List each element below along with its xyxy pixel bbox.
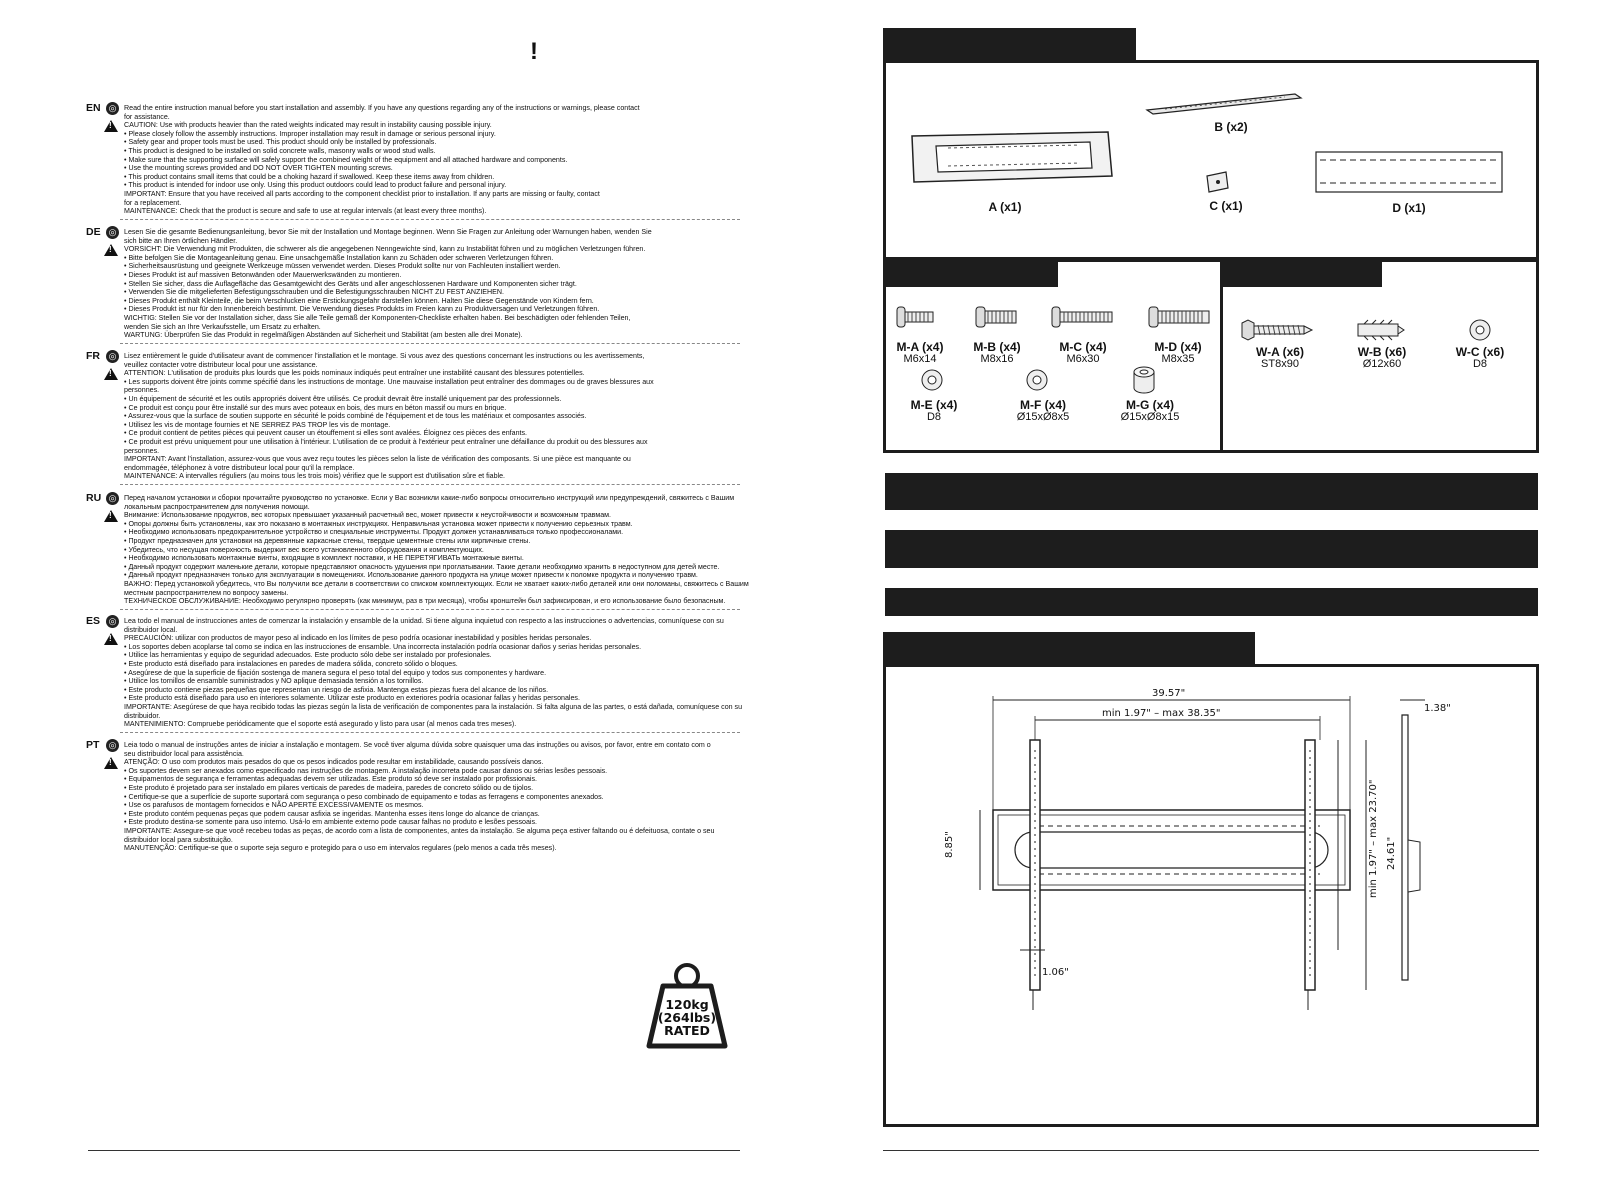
right-bottom-rule <box>883 1150 1539 1151</box>
instruction-line: • Este producto contiene piezas pequeñas que representan un riesgo de asfixia. Mantenga estas piezas fuera del alcance de los niños. <box>124 685 549 694</box>
arm-illustration <box>1145 90 1305 116</box>
instruction-line: локальным распространителем для получения помощи. <box>124 502 310 511</box>
instruction-line: IMPORTANT: Ensure that you have received all parts according to the component checklist prior to installation. If any parts are missing or faulty, contact <box>124 189 600 198</box>
m-d-size: M8x35 <box>1161 353 1195 365</box>
left-bottom-rule <box>88 1150 740 1151</box>
lang-code: EN <box>86 102 101 114</box>
w-a-label: W-A (x6) <box>1256 345 1304 359</box>
warning-triangle-icon <box>104 510 118 522</box>
instruction-line: Read the entire instruction manual before you start installation and assembly. If you have any questions regarding any of the instructions or warnings, please contact <box>124 104 640 112</box>
instruction-line: • Убедитесь, что несущая поверхность выдержит вес всего установленного оборудования и комплектующих. <box>124 545 484 554</box>
instruction-line: • Utilice los tornillos de ensamble suministrados y NO aplique demasiada tensión a los tornillos. <box>124 677 424 686</box>
part-c-label: C (x1) <box>1209 199 1243 213</box>
dim-arm-height: 24.61" <box>1386 836 1397 870</box>
instruction-line: • Use os parafusos de montagem fornecidos e NÃO APERTE EXCESSIVAMENTE os mesmos. <box>124 801 424 810</box>
anchor-w-b-icon <box>1356 318 1406 342</box>
warning-triangle-icon <box>104 244 118 256</box>
section-separator <box>120 732 740 733</box>
instruction-line: ATTENTION: L'utilisation de produits plus lourds que les poids nominaux indiqués peut entraîner une instabilité causant des blessures potentielles. <box>124 369 585 378</box>
globe-icon: ◎ <box>106 102 119 115</box>
part-a-label: A (x1) <box>988 200 1022 214</box>
instruction-line: • Bitte befolgen Sie die Montageanleitung genau. Eine unsachgemäße Installation kann zu Schäden oder schweren Verletzungen führen. <box>124 253 554 262</box>
m-b-label: M-B (x4) <box>973 340 1021 354</box>
instruction-line: • This product is intended for indoor use only. Using this product outdoors could lead to product failure and personal injury. <box>124 181 507 190</box>
globe-icon: ◎ <box>106 350 119 363</box>
instruction-line: sich bitte an Ihren örtlichen Händler. <box>124 236 238 245</box>
instruction-line: • Assurez-vous que la surface de soutien supporte en sécurité le poids combiné de l'équipement et de tous les matériaux et composantes associés. <box>124 412 587 421</box>
globe-icon: ◎ <box>106 226 119 239</box>
instruction-line: WICHTIG: Stellen Sie vor der Installation sicher, dass Sie alle Teile gemäß der Komponenten-Checkliste erhalten haben. Bei beschädigten oder fehlenden Teilen, <box>124 313 631 322</box>
instruction-line: • Asegúrese de que la superficie de fijación sostenga de manera segura el peso total del equipo y todos sus componentes y hardware. <box>124 668 547 677</box>
instruction-text <box>124 352 824 481</box>
instruction-line: MANTENIMIENTO: Compruebe periódicamente que el soporte está asegurado y listo para usar (al menos cada tres meses). <box>124 720 517 729</box>
instruction-line: • Les supports doivent être joints comme spécifié dans les instructions de montage. Une mauvaise installation peut entraîner des dommages ou de graves blessures aux <box>124 377 654 386</box>
instruction-line: ATENÇÃO: O uso com produtos mais pesados do que os pesos indicados pode resultar em instabilidade, causando possíveis danos. <box>124 758 544 767</box>
black-banner-1 <box>885 473 1538 510</box>
badge-lbs: (264lbs) <box>657 1010 717 1025</box>
instruction-line: • Utilice las herramientas y equipo de seguridad adecuados. Este producto sólo debe ser instalado por profesionales. <box>124 651 492 660</box>
instruction-line: • Ce produit est prévu uniquement pour une utilisation à l'intérieur. L'utilisation de ce produit à l'extérieur peut entraîner une défaillance du produit ou des blessures aux <box>124 437 648 446</box>
instruction-line: • Os suportes devem ser anexados como especificado nas instruções de montagem. A instalação incorreta pode causar danos ou sérias lesões pessoais. <box>124 766 608 775</box>
m-d-label: M-D (x4) <box>1154 340 1202 354</box>
section-separator <box>120 219 740 220</box>
globe-icon: ◎ <box>106 615 119 628</box>
instruction-line: MANUTENÇÃO: Certifique-se que o suporte seja seguro e protegido para o uso em intervalos regulares (pelo menos a cada três meses). <box>124 844 557 853</box>
instruction-line: WARTUNG: Überprüfen Sie das Produkt in regelmäßigen Abständen auf Sicherheit und Stabilität (am besten alle drei Monate). <box>124 331 523 340</box>
parts-header-bar <box>883 28 1136 62</box>
w-b-label: W-B (x6) <box>1357 345 1407 359</box>
globe-icon: ◎ <box>106 739 119 752</box>
dim-vertical-range: min 1.97" – max 23.70" <box>1368 779 1379 898</box>
instruction-text <box>124 228 824 340</box>
instruction-line: personnes. <box>124 386 160 395</box>
m-b-size: M8x16 <box>980 353 1014 365</box>
instruction-line: • Необходимо использовать предохранительное устройство и специальные инструменты. Продукт должен устанавливаться только профессионалами. <box>124 528 624 537</box>
dim-plate-height: 8.85" <box>944 831 955 858</box>
instruction-line: • Продукт предназначен для установки на деревянные каркасные стены, твердые цементные стены или кирпичные стены. <box>124 536 531 545</box>
part-d-label: D (x1) <box>1392 201 1426 215</box>
section-separator <box>120 609 740 610</box>
washer-m-e-icon <box>920 368 944 392</box>
section-separator <box>120 484 740 485</box>
instruction-line: Leia todo o manual de instruções antes de iniciar a instalação e montagem. Se você tiver alguma dúvida sobre quaisquer uma das instruções ou avisos, por favor, entre em contato com o <box>124 741 711 749</box>
instruction-line: seu distribuidor local para assistência. <box>124 749 244 758</box>
screw-m-c-icon <box>1050 305 1114 329</box>
instruction-line: MAINTENANCE: A intervalles réguliers (au moins tous les trois mois) vérifiez que le support est d'utilisation sûre et fiable. <box>124 472 506 481</box>
w-c-label: W-C (x6) <box>1455 345 1505 359</box>
instruction-text <box>124 617 824 729</box>
spacer-m-g-icon <box>1130 364 1158 396</box>
instruction-line: • Use the mounting screws provided and DO NOT OVER TIGHTEN mounting screws. <box>124 164 393 173</box>
screw-m-a-icon <box>895 305 935 329</box>
weight-rating-badge <box>643 962 731 1050</box>
m-f-label: M-F (x4) <box>1020 398 1066 412</box>
instruction-line: wenden Sie sich an Ihre Verkaufsstelle, um Ersatz zu erhalten. <box>124 322 321 331</box>
instruction-line: Lesen Sie die gesamte Bedienungsanleitung, bevor Sie mit der Installation und Montage beginnen. Wenn Sie Fragen zur Anleitung oder Warnungen haben, wenden Sie <box>124 228 652 236</box>
instruction-line: • Este produto destina-se somente para uso interno. Usá-lo em ambiente externo pode causar falhas no produto e lesões pessoais. <box>124 818 537 827</box>
warning-triangle-icon <box>104 757 118 769</box>
instruction-line: veuillez contacter votre distributeur local pour une assistance. <box>124 360 318 369</box>
m-c-label: M-C (x4) <box>1059 340 1107 354</box>
section-separator <box>120 343 740 344</box>
black-banner-2 <box>885 530 1538 568</box>
instruction-line: • Este produto contém pequenas peças que podem causar asfixia se ingeridas. Mantenha esses itens longe do alcance de crianças. <box>124 809 540 818</box>
instruction-line: distribuidor local. <box>124 625 178 634</box>
instruction-line: • Utilisez les vis de montage fournies et NE SERREZ PAS TROP les vis de montage. <box>124 420 391 429</box>
instruction-line: IMPORTANTE: Asegúrese de que haya recibido todas las piezas según la lista de verificación de componentes para la instalación. Si falta alguna de las partes, o está dañada, comuníquese con su <box>124 702 743 711</box>
instruction-line: • Ce produit contient de petites pièces qui peuvent causer un étouffement si elles sont avalées. Éloignez ces pièces des enfants. <box>124 429 528 438</box>
warning-triangle-icon <box>104 120 118 132</box>
instruction-line: IMPORTANT: Avant l'installation, assurez-vous que vous avez reçu toutes les pièces selon la liste de vérification des composants. Si une pièce est manquante ou <box>124 455 631 464</box>
w-b-size: Ø12x60 <box>1362 358 1402 370</box>
instruction-line: местным распространителем по вопросу замены. <box>124 588 289 597</box>
badge-kg: 120kg <box>665 997 709 1012</box>
dim-depth: 1.38" <box>1424 703 1451 714</box>
instruction-line: • Make sure that the supporting surface will safely support the combined weight of the equipment and all attached hardware and components. <box>124 155 568 164</box>
instruction-line: MAINTENANCE: Check that the product is secure and safe to use at regular intervals (at least every three months). <box>124 207 487 216</box>
m-a-size: M6x14 <box>903 353 937 365</box>
instruction-line: • Опоры должны быть установлены, как это показано в монтажных инструкциях. Неправильная установка может привести к получению серьезных травм. <box>124 519 633 528</box>
instruction-line: CAUTION: Use with products heavier than the rated weights indicated may result in instability causing possible injury. <box>124 121 492 130</box>
warning-triangle-icon <box>104 633 118 645</box>
black-banner-3 <box>885 588 1538 616</box>
m-g-label: M-G (x4) <box>1126 398 1174 412</box>
m-g-size: Ø15xØ8x15 <box>1120 411 1180 423</box>
instruction-line: • Sicherheitsausrüstung und geeignete Werkzeuge müssen verwendet werden. Dieses Produkt sollte nur von Fachleuten installiert werden. <box>124 262 561 271</box>
instruction-text <box>124 494 824 606</box>
badge-rated: RATED <box>664 1023 710 1038</box>
instruction-line: • Please closely follow the assembly instructions. Improper installation may result in damage or serious personal injury. <box>124 129 496 138</box>
washer-w-c-icon <box>1468 318 1492 342</box>
m-c-size: M6x30 <box>1066 353 1100 365</box>
instruction-line: • Este producto está diseñado para uso en interiores solamente. Utilizar este producto en exteriores podría ocasionar fallas y heridas personales. <box>124 694 580 703</box>
spacer-m-f-icon <box>1025 368 1049 392</box>
lang-code: DE <box>86 226 101 238</box>
template-illustration <box>1314 150 1504 194</box>
globe-icon: ◎ <box>106 492 119 505</box>
instruction-line: • Este producto está diseñado para instalaciones en paredes de madera sólida, concreto sólido o bloques. <box>124 659 458 668</box>
m-f-size: Ø15xØ8x5 <box>1016 411 1070 423</box>
wall-plate-illustration <box>908 128 1116 188</box>
instruction-line: • Este produto é projetado para ser instalado em pilares verticais de paredes de madeira, paredes de concreto sólido ou de tijolos. <box>124 783 534 792</box>
instruction-line: • Equipamentos de segurança e ferramentas adequadas devem ser utilizadas. Este produto só deve ser instalado por profissionais. <box>124 775 537 784</box>
instruction-line: ТЕХНИЧЕСКОЕ ОБСЛУЖИВАНИЕ: Необходимо регулярно проверять (как минимум, раз в три месяца), чтобы кронштейн был зафиксирован, и его использование было безопасным. <box>124 597 726 606</box>
dim-hole-span: min 1.97" – max 38.35" <box>1102 708 1221 719</box>
screw-m-d-icon <box>1147 305 1211 329</box>
instruction-line: PRECAUCIÓN: utilizar con productos de mayor peso al indicado en los límites de peso podría ocasionar inestabilidad y posibles heridas personales. <box>124 634 592 643</box>
part-b-label: B (x2) <box>1214 120 1248 134</box>
instruction-line: ВАЖНО: Перед установкой убедитесь, что Вы получили все детали в соответствии со списком комплектующих. Если не хватает каких-либо деталей или они поломаны, свяжитесь с Вашим <box>124 579 749 588</box>
lang-code: PT <box>86 739 100 751</box>
instruction-line: • Данный продукт предназначен только для эксплуатации в помещениях. Использование данного продукта на улице может привести к поломке продукта и получению травм. <box>124 571 698 580</box>
m-a-label: M-A (x4) <box>896 340 944 354</box>
instruction-line: • This product contains small items that could be a choking hazard if swallowed. Keep these items away from children. <box>124 172 495 181</box>
instruction-line: • Safety gear and proper tools must be used. This product should only be installed by professionals. <box>124 138 437 147</box>
instruction-line: Lea todo el manual de instrucciones antes de comenzar la instalación y ensamble de la unidad. Si tiene alguna inquietud con respecto a las instrucciones o advertencias, comuníquese con su <box>124 617 724 625</box>
level-block-illustration <box>1204 170 1232 194</box>
instruction-line: • Un équipement de sécurité et les outils appropriés doivent être utilisés. Ce produit devrait être installé uniquement par des professionnels. <box>124 394 562 403</box>
instruction-line: • Verwenden Sie die mitgelieferten Befestigungsschrauben und die Befestigungsschrauben NICHT ZU FEST ANZIEHEN. <box>124 288 504 297</box>
instruction-line: distribuidor. <box>124 711 161 720</box>
instruction-line: for assistance. <box>124 112 170 121</box>
instruction-line: • Los soportes deben acoplarse tal como se indica en las instrucciones de ensamble. Una incorrecta instalación podría ocasionar daños y serias heridas personales. <box>124 642 642 651</box>
instruction-text <box>124 104 824 216</box>
lang-code: RU <box>86 492 102 504</box>
instruction-line: IMPORTANTE: Assegure-se que você recebeu todas as peças, de acordo com a lista de componentes, antes da instalação. Se alguma peça estiver faltando ou é defeituosa, contate o seu <box>124 826 715 835</box>
instruction-line: • Stellen Sie sicher, dass die Auflagefläche das Gesamtgewicht des Geräts und aller angeschlossenen Hardware und Komponenten sicher trägt. <box>124 279 577 288</box>
instruction-line: for a replacement. <box>124 198 182 207</box>
instruction-line: • Dieses Produkt ist auf massiven Betonwänden oder Mauerwerkswänden zu montieren. <box>124 270 402 279</box>
instruction-line: distribuidor local para substituição. <box>124 835 233 844</box>
instruction-line: • Необходимо использовать монтажные винты, входящие в комплект поставки, и НЕ ПЕРЕТЯГИВАТЬ монтажные винты. <box>124 554 524 563</box>
w-c-size: D8 <box>1472 358 1488 370</box>
dim-overall-width: 39.57" <box>1152 688 1186 699</box>
instruction-line: • Данный продукт содержит маленькие детали, которые представляют опасность удушения при проглатывании. Такие детали необходимо хранить в недоступном для детей месте. <box>124 562 720 571</box>
w-a-size: ST8x90 <box>1261 358 1299 370</box>
lang-code: FR <box>86 350 100 362</box>
dim-arm-width: 1.06" <box>1042 967 1069 978</box>
instruction-line: • This product is designed to be installed on solid concrete walls, masonry walls or wood stud walls. <box>124 146 436 155</box>
screw-m-b-icon <box>974 305 1018 329</box>
m-e-label: M-E (x4) <box>910 398 958 412</box>
instruction-line: Lisez entièrement le guide d'utilisateur avant de commencer l'installation et le montage. Si vous avez des questions concernant les instructions ou les avertissements, <box>124 352 645 360</box>
lang-code: ES <box>86 615 101 627</box>
instruction-text <box>124 741 824 853</box>
instruction-line: Перед началом установки и сборки прочитайте руководство по установке. Если у Вас возникли какие-либо вопросы относительно инструкций или предупреждений, свяжитесь с Вашим <box>124 494 735 502</box>
instruction-line: • Dieses Produkt enthält Kleinteile, die beim Verschlucken eine Erstickungsgefahr darstellen können. Halten Sie diese Gegenstände von Kindern fern. <box>124 296 594 305</box>
instruction-line: • Dieses Produkt ist nur für den Innenbereich bestimmt. Die Verwendung dieses Produkts im Freien kann zu Produktversagen und Verletzungen führen. <box>124 305 600 314</box>
warning-exclamation: ! <box>530 38 538 65</box>
instruction-line: endommagée, téléphonez à votre distributeur local pour qu'il la remplace. <box>124 463 355 472</box>
instruction-line: personnes. <box>124 446 160 455</box>
instruction-line: Внимание: Использование продуктов, вес которых превышает указанный расчетный вес, может привести к неустойчивости и возможным травмам. <box>124 511 612 520</box>
instruction-line: VORSICHT: Die Verwendung mit Produkten, die schwerer als die angegebenen Nenngewichte sind, kann zu Instabilität führen und zu möglichen Verletzungen führen. <box>124 245 646 254</box>
instruction-line: • Certifique-se que a superfície de suporte suportará com segurança o peso combinado de equipamento e todas as ferragens e componentes anexados. <box>124 792 604 801</box>
m-e-size: D8 <box>926 411 942 423</box>
warning-triangle-icon <box>104 368 118 380</box>
instruction-line: • Ce produit est conçu pour être installé sur des murs avec poteaux en bois, des murs en béton massif ou murs en brique. <box>124 403 507 412</box>
lag-bolt-w-a-icon <box>1240 318 1314 342</box>
